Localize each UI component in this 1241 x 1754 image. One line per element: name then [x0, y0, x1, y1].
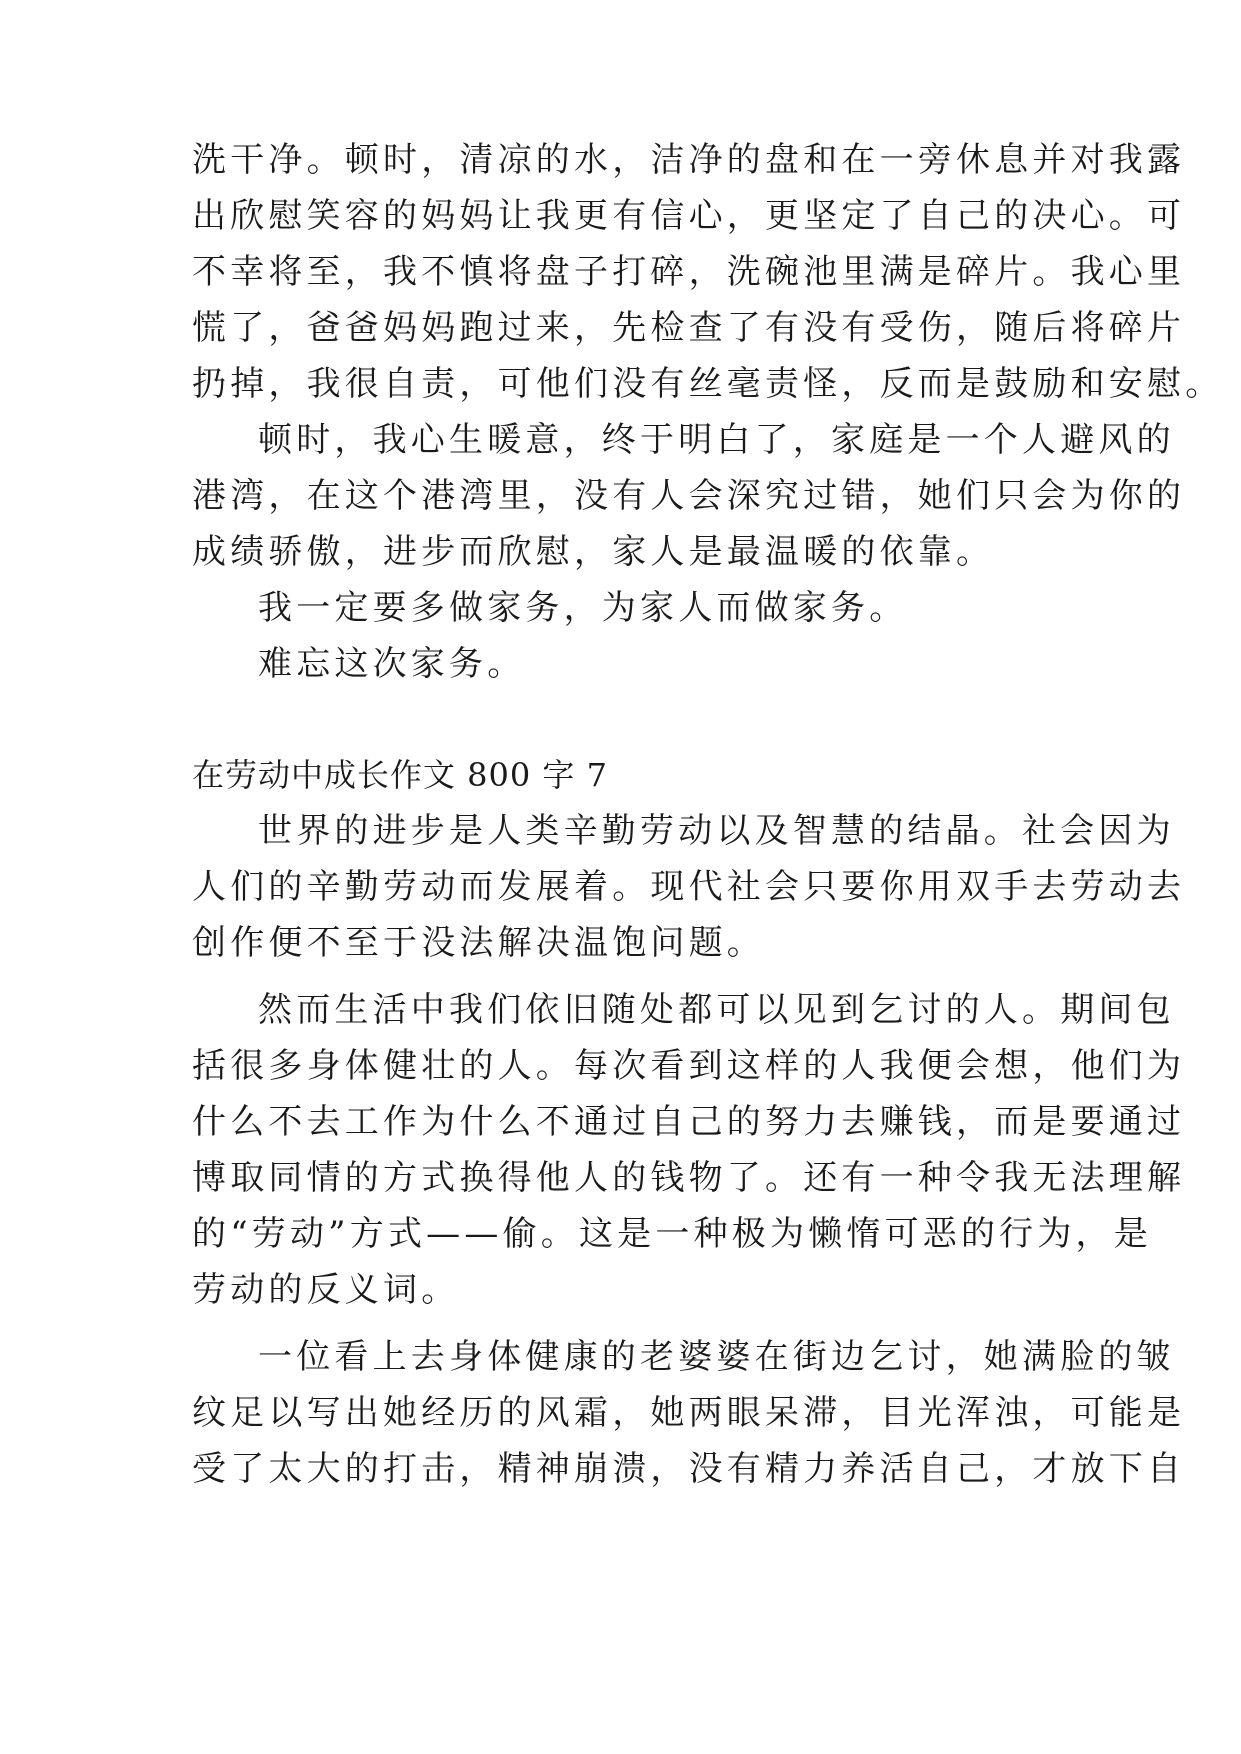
text-line: 扔掉，我很自责，可他们没有丝毫责怪，反而是鼓励和安慰。 [192, 364, 1224, 404]
text-line: 慌了，爸爸妈妈跑过来，先检查了有没有受伤，随后将碎片 [192, 308, 1186, 348]
text-line: 劳动的反义词。 [192, 1270, 460, 1310]
text-line: 受了太大的打击，精神崩溃，没有精力养活自己，才放下自 [192, 1449, 1186, 1489]
paragraph-line: 顿时，我心生暖意，终于明白了，家庭是一个人避风的 [258, 420, 1175, 460]
text-line: 什么不去工作为什么不通过自己的努力去赚钱，而是要通过 [192, 1102, 1186, 1142]
paragraph-line: 一位看上去身体健康的老婆婆在街边乞讨，她满脸的皱 [258, 1337, 1175, 1377]
text-line: 创作便不至于没法解决温饱问题。 [192, 923, 765, 963]
paragraph-line: 我一定要多做家务，为家人而做家务。 [258, 588, 908, 628]
text-line: 出欣慰笑容的妈妈让我更有信心，更坚定了自己的决心。可 [192, 196, 1186, 236]
text-line: 纹足以写出她经历的风霜，她两眼呆滞，目光浑浊，可能是 [192, 1393, 1186, 1433]
paragraph-line: 世界的进步是人类辛勤劳动以及智慧的结晶。社会因为 [258, 811, 1175, 851]
text-line: 成绩骄傲，进步而欣慰，家人是最温暖的依靠。 [192, 532, 995, 572]
paragraph-line: 难忘这次家务。 [258, 644, 526, 684]
text-line: 括很多身体健壮的人。每次看到这样的人我便会想，他们为 [192, 1046, 1186, 1086]
essay-heading: 在劳动中成长作文 800 字 7 [192, 756, 608, 794]
text-line: 的“劳动”方式——偷。这是一种极为懒惰可恶的行为，是 [192, 1214, 1152, 1254]
text-line: 不幸将至，我不慎将盘子打碎，洗碗池里满是碎片。我心里 [192, 252, 1186, 292]
text-line: 人们的辛勤劳动而发展着。现代社会只要你用双手去劳动去 [192, 867, 1186, 907]
paragraph-line: 然而生活中我们依旧随处都可以见到乞讨的人。期间包 [258, 990, 1175, 1030]
text-line: 博取同情的方式换得他人的钱物了。还有一种令我无法理解 [192, 1158, 1186, 1198]
text-line: 港湾，在这个港湾里，没有人会深究过错，她们只会为你的 [192, 476, 1186, 516]
text-line: 洗干净。顿时，清凉的水，洁净的盘和在一旁休息并对我露 [192, 140, 1186, 180]
